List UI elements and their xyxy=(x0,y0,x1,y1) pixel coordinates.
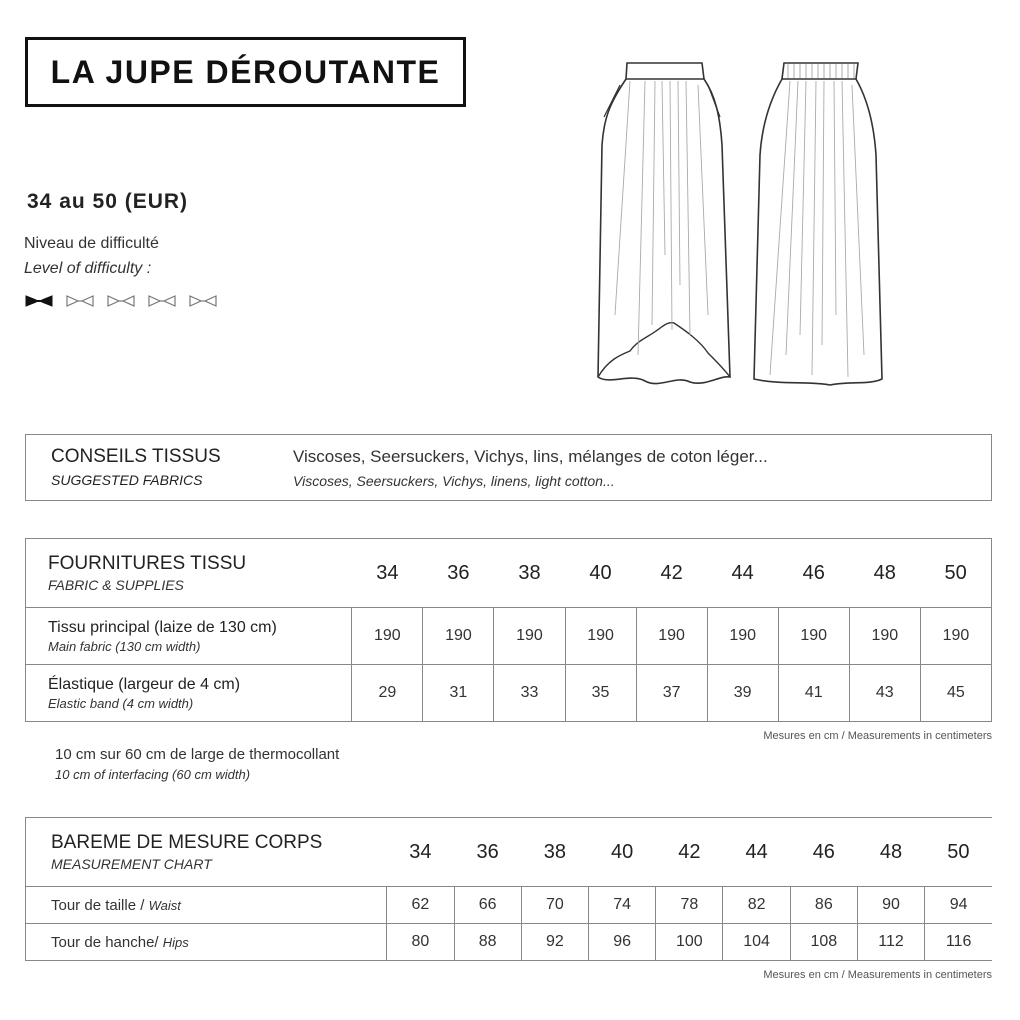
row-label-fr: Tissu principal (laize de 130 cm) xyxy=(48,618,277,636)
row-label xyxy=(26,887,387,924)
bow-tie-outline-icon xyxy=(106,293,136,309)
fabrics-heading-en: SUGGESTED FABRICS xyxy=(51,472,203,488)
size-header: 46 xyxy=(812,840,835,863)
size-header: 44 xyxy=(731,561,754,584)
table-cell: 86 xyxy=(790,887,857,924)
table-cell: 112 xyxy=(857,924,924,961)
table-cell: 190 xyxy=(494,608,565,665)
skirt-front-icon xyxy=(598,63,730,384)
size-header: 40 xyxy=(589,561,612,584)
supplies-header-row xyxy=(26,539,992,608)
table-cell: 108 xyxy=(790,924,857,961)
supplies-heading-fr: FOURNITURES TISSU xyxy=(48,553,247,574)
table-cell: 92 xyxy=(521,924,588,961)
table-cell: 190 xyxy=(707,608,778,665)
fabrics-heading-fr: CONSEILS TISSUS xyxy=(51,446,221,467)
difficulty-rating xyxy=(24,293,218,309)
table-cell: 35 xyxy=(565,665,636,722)
bow-tie-outline-icon xyxy=(147,293,177,309)
table-cell: 39 xyxy=(707,665,778,722)
table-cell: 31 xyxy=(423,665,494,722)
bow-tie-filled-icon xyxy=(24,293,54,309)
table-cell: 74 xyxy=(589,887,656,924)
table-cell: 190 xyxy=(920,608,991,665)
row-label-en: Main fabric (130 cm width) xyxy=(48,638,201,654)
table-cell: 41 xyxy=(778,665,849,722)
measurement-heading-fr: BAREME DE MESURE CORPS xyxy=(51,832,323,853)
size-header: 46 xyxy=(802,561,825,584)
measurement-table xyxy=(25,817,992,961)
table-cell: 96 xyxy=(589,924,656,961)
size-header: 48 xyxy=(879,840,903,863)
table-cell: 116 xyxy=(925,924,992,961)
size-header: 42 xyxy=(660,561,683,584)
size-header: 38 xyxy=(518,561,541,584)
fabrics-value-fr: Viscoses, Seersuckers, Vichys, lins, mélanges de coton léger... xyxy=(293,447,768,466)
table-cell: 78 xyxy=(656,887,723,924)
table-cell: 66 xyxy=(454,887,521,924)
size-header: 38 xyxy=(543,840,566,863)
table-cell: 43 xyxy=(849,665,920,722)
table-cell: 190 xyxy=(352,608,423,665)
table-cell: 94 xyxy=(925,887,992,924)
table-cell: 190 xyxy=(778,608,849,665)
size-header: 34 xyxy=(409,840,432,863)
row-label-fr: Élastique (largeur de 4 cm) xyxy=(48,675,241,693)
size-header: 44 xyxy=(745,840,768,863)
table-cell: 62 xyxy=(387,887,454,924)
pattern-title: LA JUPE DÉROUTANTE xyxy=(50,53,441,90)
bow-tie-outline-icon xyxy=(188,293,218,309)
table-row xyxy=(26,924,993,961)
supplies-table xyxy=(25,538,992,722)
row-label-fr: Tour de taille / xyxy=(51,896,149,914)
row-label xyxy=(26,665,352,722)
measurement-heading xyxy=(26,818,387,887)
suggested-fabrics-box xyxy=(25,434,992,501)
table-cell: 190 xyxy=(849,608,920,665)
table-cell: 33 xyxy=(494,665,565,722)
table-cell: 45 xyxy=(920,665,991,722)
units-note: Mesures en cm / Measurements in centimeters xyxy=(763,969,992,981)
skirt-back-folds xyxy=(770,81,864,377)
measurement-header-row xyxy=(26,818,993,887)
table-cell: 37 xyxy=(636,665,707,722)
table-cell: 190 xyxy=(423,608,494,665)
supplies-heading-en: FABRIC & SUPPLIES xyxy=(48,577,184,593)
fabrics-value-en: Viscoses, Seersuckers, Vichys, linens, light cotton... xyxy=(293,473,615,489)
table-cell: 90 xyxy=(857,887,924,924)
table-cell: 82 xyxy=(723,887,790,924)
row-label-fr: Tour de hanche/ xyxy=(51,933,163,951)
table-cell: 70 xyxy=(521,887,588,924)
row-label-en: Hips xyxy=(162,934,189,950)
size-range: 34 au 50 (EUR) xyxy=(27,190,189,213)
size-header: 36 xyxy=(476,840,499,863)
table-row xyxy=(26,608,992,665)
row-label xyxy=(26,924,387,961)
size-header: 34 xyxy=(376,561,399,584)
table-cell: 190 xyxy=(636,608,707,665)
table-cell: 29 xyxy=(352,665,423,722)
table-cell: 190 xyxy=(565,608,636,665)
table-row xyxy=(26,665,992,722)
size-header: 50 xyxy=(947,840,970,863)
supplies-heading xyxy=(26,539,352,608)
size-header: 40 xyxy=(610,840,634,863)
interfacing-en: 10 cm of interfacing (60 cm width) xyxy=(55,767,251,782)
skirt-illustration xyxy=(590,55,900,390)
row-label-en: Elastic band (4 cm width) xyxy=(48,695,194,711)
bow-tie-outline-icon xyxy=(65,293,95,309)
difficulty-label-en: Level of difficulty : xyxy=(24,260,152,277)
units-note: Mesures en cm / Measurements in centimeters xyxy=(763,730,992,742)
table-row xyxy=(26,887,993,924)
size-header: 50 xyxy=(944,561,967,584)
size-header: 42 xyxy=(678,840,701,863)
title-box xyxy=(25,37,466,107)
size-header: 48 xyxy=(873,561,896,584)
size-header: 36 xyxy=(447,561,470,584)
table-cell: 80 xyxy=(387,924,454,961)
elastic-waistband xyxy=(788,64,854,78)
table-cell: 100 xyxy=(656,924,723,961)
row-label xyxy=(26,608,352,665)
skirt-front-folds xyxy=(615,81,708,355)
table-cell: 88 xyxy=(454,924,521,961)
table-cell: 104 xyxy=(723,924,790,961)
measurement-heading-en: MEASUREMENT CHART xyxy=(51,856,212,872)
row-label-en: Waist xyxy=(148,897,181,913)
difficulty-label-fr: Niveau de difficulté xyxy=(24,235,159,252)
interfacing-fr: 10 cm sur 60 cm de large de thermocollant xyxy=(55,746,340,763)
